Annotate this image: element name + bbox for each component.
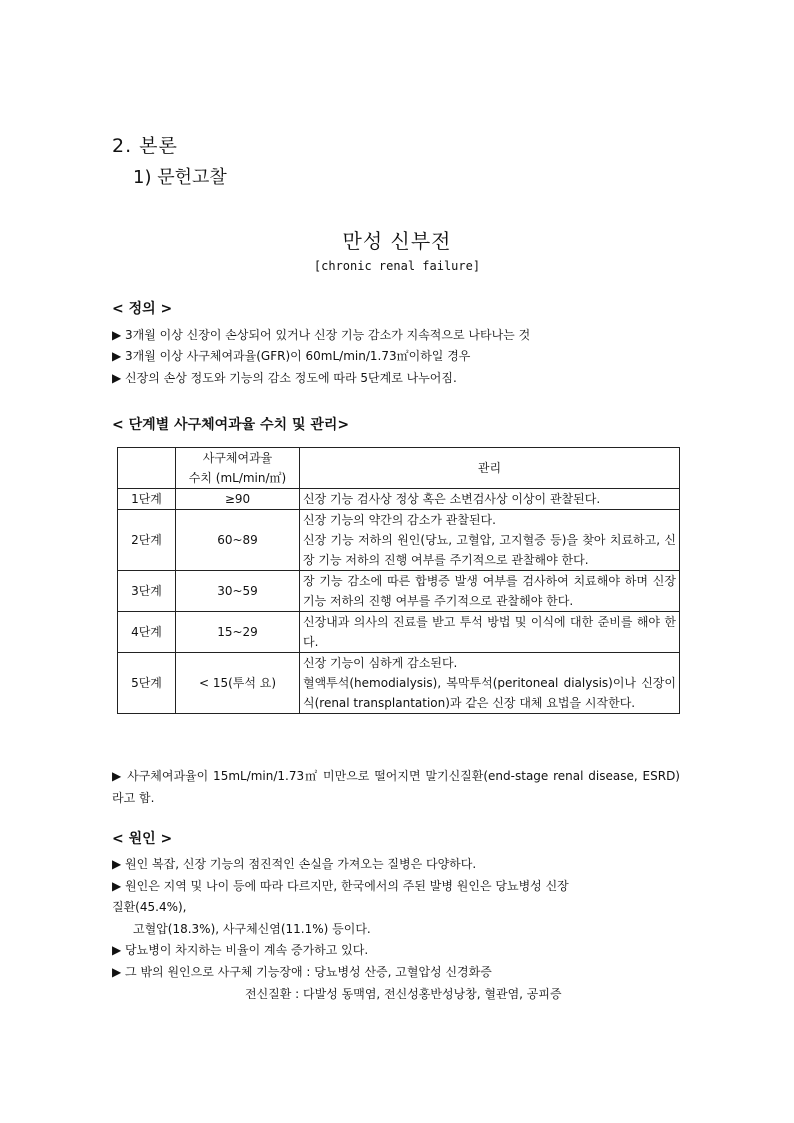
- causes-line: 질환(45.4%),: [112, 900, 187, 914]
- esrd-footnote: ▶ 사구체여과율이 15mL/min/1.73㎡ 미만으로 떨어지면 말기신질환(end-stage renal disease, ESRD)라고 함.: [112, 769, 680, 805]
- causes-line: 고혈압(18.3%), 사구체신염(11.1%) 등이다.: [133, 922, 371, 936]
- causes-line: ▶ 당뇨병이 차지하는 비율이 계속 증가하고 있다.: [112, 943, 369, 957]
- gfr-cell: 15~29: [176, 612, 300, 653]
- management-cell: [300, 653, 680, 714]
- causes-line: ▶ 원인 복잡, 신장 기능의 점진적인 손실을 가져오는 질병은 다양하다.: [112, 857, 477, 871]
- definition-item: ▶ 신장의 손상 정도와 기능의 감소 정도에 따라 5단계로 나누어짐.: [112, 371, 457, 385]
- gfr-cell: ≥90: [176, 489, 300, 510]
- causes-heading: < 원인 >: [112, 831, 173, 847]
- stage-cell: 5단계: [118, 653, 176, 714]
- definition-item: ▶ 3개월 이상 사구체여과율(GFR)이 60mL/min/1.73㎡이하일 경우: [112, 349, 471, 363]
- management-text: 혈액투석(hemodialysis), 복막투석(peritoneal dialysis)이나 신장이식(renal transplantation)과 같은 신장 대체 요법을 시작한다.: [303, 676, 676, 710]
- gfr-cell: < 15(투석 요): [176, 653, 300, 714]
- gfr-header-line: 사구체여과율: [202, 451, 273, 465]
- table-header-management: 관리: [300, 448, 680, 489]
- definition-item: ▶ 3개월 이상 신장이 손상되어 있거나 신장 기능 감소가 지속적으로 나타나는 것: [112, 328, 531, 342]
- table-header-gfr: [176, 448, 300, 489]
- stage-cell: 1단계: [118, 489, 176, 510]
- subsection-heading: 1) 문헌고찰: [133, 167, 227, 188]
- section-heading: 2. 본론: [112, 135, 178, 157]
- management-cell: [300, 489, 680, 510]
- table-row: [118, 489, 680, 510]
- definition-heading: < 정의 >: [112, 301, 173, 317]
- document-subtitle: [chronic renal failure]: [313, 259, 481, 273]
- table-header-row: [118, 448, 680, 489]
- table-row: [118, 571, 680, 612]
- stage-cell: 4단계: [118, 612, 176, 653]
- management-text: 신장 기능이 심하게 감소된다.: [303, 656, 458, 670]
- stage-cell: 3단계: [118, 571, 176, 612]
- table-row: [118, 510, 680, 571]
- management-text: 장 기능 감소에 따른 합병증 발생 여부를 검사하여 치료해야 하며 신장 기능 저하의 진행 여부를 주기적으로 관찰해야 한다.: [303, 574, 676, 608]
- management-text: 신장 기능 검사상 정상 혹은 소변검사상 이상이 관찰된다.: [303, 492, 601, 506]
- management-cell: [300, 571, 680, 612]
- gfr-cell: 30~59: [176, 571, 300, 612]
- causes-line: ▶ 그 밖의 원인으로 사구체 기능장애 : 당뇨병성 산증, 고혈압성 신경화증: [112, 965, 492, 979]
- document-title: 만성 신부전: [342, 229, 452, 253]
- stages-heading: < 단계별 사구체여과율 수치 및 관리>: [112, 417, 350, 433]
- table-header-stage: [118, 448, 176, 489]
- management-text: 신장 기능의 약간의 감소가 관찰된다.: [303, 513, 496, 527]
- causes-line: ▶ 원인은 지역 및 나이 등에 따라 다르지만, 한국에서의 주된 발병 원인은 당뇨병성 신장: [112, 879, 569, 893]
- management-text: 신장 기능 저하의 원인(당뇨, 고혈압, 고지혈증 등)을 찾아 치료하고, 신장 기능 저하의 진행 여부를 주기적으로 관찰해야 한다.: [303, 533, 676, 567]
- management-cell: [300, 510, 680, 571]
- stage-cell: 2단계: [118, 510, 176, 571]
- management-cell: [300, 612, 680, 653]
- table-row: [118, 612, 680, 653]
- causes-line: 전신질환 : 다발성 동맥염, 전신성홍반성낭창, 혈관염, 공피증: [245, 987, 562, 1001]
- gfr-header-line: 수치 (mL/min/㎡): [188, 471, 287, 485]
- management-text: 신장내과 의사의 진료를 받고 투석 방법 및 이식에 대한 준비를 해야 한다.: [303, 615, 676, 649]
- gfr-cell: 60~89: [176, 510, 300, 571]
- gfr-stage-table: [117, 447, 680, 714]
- table-row: [118, 653, 680, 714]
